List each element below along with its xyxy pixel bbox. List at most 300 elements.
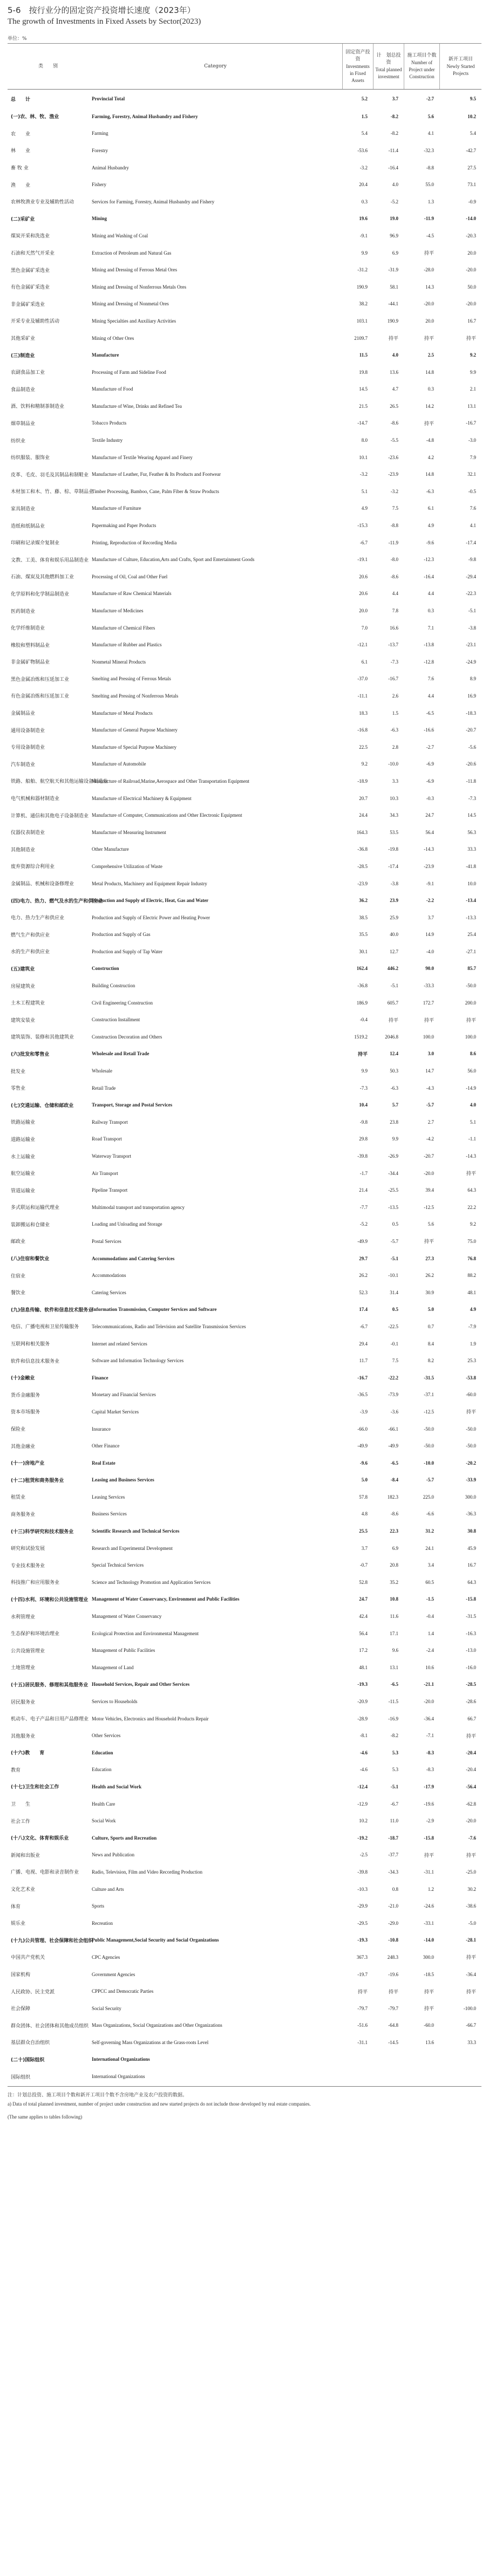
row-planned-value: 7.8: [392, 608, 398, 614]
row-planned-value: -11.9: [388, 539, 398, 545]
row-category-en: Other Services: [92, 1733, 121, 1739]
row-planned-value: -19.6: [388, 1971, 398, 1977]
row-category-en: Mining Specialties and Auxiliary Activities: [92, 318, 176, 324]
row-category-en: Research and Experimental Development: [92, 1545, 173, 1551]
row-category-zh: (十四)水利、环境和公共设施管理业: [11, 1597, 89, 1603]
row-planned-value: -14.5: [388, 2039, 398, 2045]
row-investment-value: 6.1: [361, 659, 368, 665]
table-row: [8, 381, 481, 398]
row-planned-value: -10.8: [388, 1937, 398, 1943]
row-new-projects-value: -22.3: [466, 591, 476, 597]
row-category-zh: (一)农、林、牧、渔业: [11, 114, 59, 120]
row-projects-value: 26.2: [425, 1273, 434, 1279]
row-new-projects-value: -13.4: [466, 898, 476, 904]
row-investment-value: 42.4: [359, 1614, 368, 1620]
header-new-projects: [439, 44, 481, 89]
row-category-en: Papermaking and Paper Products: [92, 523, 157, 529]
row-new-projects-value: -41.8: [466, 863, 476, 869]
row-category-en: Postal Services: [92, 1238, 121, 1244]
row-investment-value: -18.9: [357, 778, 368, 784]
row-new-projects-value: 5.4: [470, 131, 476, 136]
footnote-zh: 注：计划总投资、施工项目个数和新开工项目个数不含房地产业及农户投资的数据。: [8, 2092, 188, 2098]
row-planned-value: 6.9: [392, 250, 398, 256]
header-new-projects-en: Newly Started Projects: [446, 63, 475, 76]
row-new-projects-value: 持平: [466, 336, 476, 341]
row-projects-value: -6.3: [426, 488, 434, 494]
row-new-projects-value: -33.9: [466, 1477, 476, 1483]
row-projects-value: -8.8: [426, 165, 434, 170]
row-new-projects-value: -20.0: [466, 1818, 476, 1824]
row-projects-value: 0.3: [427, 386, 434, 392]
row-category-zh: 电力、热力生产和供应业: [11, 915, 65, 921]
row-category-en: Construction Decoration and Others: [92, 1034, 162, 1040]
row-planned-value: -6.5: [390, 1682, 398, 1687]
row-projects-value: -9.1: [426, 880, 434, 886]
table-row: [8, 1966, 481, 1983]
row-investment-value: -39.8: [357, 1869, 368, 1875]
row-new-projects-value: 1.9: [470, 1341, 476, 1347]
row-planned-value: 96.9: [390, 233, 398, 238]
row-category-en: Manufacture of Automobile: [92, 761, 146, 767]
row-projects-value: 14.2: [425, 403, 434, 409]
table-row: [8, 551, 481, 568]
table-row: [8, 466, 481, 483]
row-investment-value: 20.6: [359, 573, 368, 579]
row-projects-value: -6.5: [426, 710, 434, 716]
row-category-zh: 煤炭开采和洗选业: [11, 234, 50, 240]
row-category-en: Sports: [92, 1903, 105, 1909]
table-row: [8, 1693, 481, 1710]
row-investment-value: 103.1: [356, 318, 368, 324]
row-new-projects-value: 13.1: [467, 403, 476, 409]
row-category-zh: 新闻和出版业: [11, 1853, 40, 1858]
row-category-zh: 水上运输业: [11, 1154, 36, 1160]
table-row: [8, 1165, 481, 1182]
row-investment-value: -51.6: [357, 2022, 368, 2028]
row-projects-value: -24.6: [424, 1903, 434, 1909]
row-new-projects-value: 56.0: [467, 1068, 476, 1074]
row-investment-value: -19.2: [357, 1835, 368, 1841]
table-row: [8, 807, 481, 824]
row-category-en: Nonmetal Mineral Products: [92, 659, 146, 665]
row-category-en: Manufacture of Food: [92, 386, 133, 392]
row-category-en: Catering Services: [92, 1289, 126, 1295]
row-projects-value: -12.5: [424, 1409, 434, 1415]
row-projects-value: -8.3: [426, 1767, 434, 1773]
row-projects-value: 4.4: [427, 693, 434, 699]
row-new-projects-value: -42.7: [466, 147, 476, 153]
row-new-projects-value: 9.9: [470, 369, 476, 375]
row-planned-value: -7.3: [390, 659, 398, 665]
table-row: [8, 1949, 481, 1966]
row-new-projects-value: 16.9: [467, 693, 476, 699]
row-investment-value: -12.9: [357, 1801, 368, 1807]
row-new-projects-value: -18.3: [466, 710, 476, 716]
row-category-zh: (十三)科学研究和技术服务业: [11, 1529, 74, 1535]
unit-label: 单位：%: [8, 36, 27, 42]
row-projects-value: -7.1: [426, 1733, 434, 1739]
row-category-zh: 研究和试验发展: [11, 1546, 45, 1552]
row-planned-value: -23.6: [388, 454, 398, 460]
row-new-projects-value: -20.4: [466, 1750, 476, 1755]
table-row: [8, 943, 481, 960]
table-row: [8, 210, 481, 228]
row-investment-value: -3.2: [359, 472, 368, 477]
row-new-projects-value: 20.0: [467, 250, 476, 256]
row-category-zh: 燃气生产和供应业: [11, 932, 50, 938]
row-planned-value: 22.3: [390, 1528, 398, 1534]
header-investment-zh: 固定资产投资: [345, 49, 370, 62]
row-planned-value: 53.5: [390, 829, 398, 835]
row-investment-value: -29.9: [357, 1903, 368, 1909]
table-row: [8, 756, 481, 773]
row-planned-value: 2.6: [392, 693, 398, 699]
table-row: [8, 500, 481, 517]
row-category-zh: 农 业: [11, 131, 31, 137]
row-category-zh: 酒、饮料和精制茶制造业: [11, 404, 65, 410]
row-planned-value: -26.9: [388, 1153, 398, 1159]
row-category-zh: 纺织业: [11, 438, 26, 444]
row-new-projects-value: -11.8: [466, 778, 476, 784]
row-investment-value: 11.5: [359, 352, 368, 358]
row-category-en: Management of Public Facilities: [92, 1648, 155, 1653]
header-planned-zh: 计 划总投资: [376, 53, 401, 65]
row-investment-value: 36.2: [359, 898, 368, 904]
row-new-projects-value: -7.3: [468, 795, 476, 801]
row-category-zh: 计算机、通信和其他电子设备制造业: [11, 813, 89, 819]
row-category-zh: 木材加工和木、竹、藤、棕、草制品业: [11, 489, 94, 495]
row-category-en: Telecommunications, Radio and Television and Satellite Transmission Services: [92, 1323, 246, 1329]
row-planned-value: -11.5: [388, 1699, 398, 1705]
row-category-zh: 铁路、船舶、航空航天和其他运输设备制造业: [11, 779, 108, 785]
row-new-projects-value: 9.5: [470, 96, 476, 101]
row-new-projects-value: -53.8: [466, 1375, 476, 1381]
row-category-en: Timber Processing, Bamboo, Cane, Palm Fiber & Straw Products: [92, 488, 219, 494]
table-row: [8, 1778, 481, 1795]
row-projects-value: -14.3: [424, 846, 434, 852]
row-category-zh: 汽车制造业: [11, 762, 36, 768]
row-new-projects-value: -66.7: [466, 2022, 476, 2028]
row-new-projects-value: -29.4: [466, 573, 476, 579]
header-new-projects-zh: 新开工项目: [448, 56, 473, 62]
table-row: [8, 1847, 481, 1864]
row-investment-value: 17.4: [359, 1307, 368, 1313]
row-investment-value: 20.6: [359, 591, 368, 597]
row-category-en: Manufacture of Railroad,Marine,Aerospace and Other Transportation Equipment: [92, 778, 249, 784]
table-row: [8, 125, 481, 142]
row-new-projects-value: -60.0: [466, 1392, 476, 1398]
row-projects-value: -20.7: [424, 1153, 434, 1159]
row-category-en: Mining: [92, 216, 107, 222]
table-row: [8, 1318, 481, 1335]
table-row: [8, 364, 481, 381]
table-row: [8, 1046, 481, 1063]
row-new-projects-value: -25.0: [466, 1869, 476, 1875]
row-planned-value: 16.6: [390, 625, 398, 631]
table-row: [8, 858, 481, 875]
row-new-projects-value: -13.3: [466, 914, 476, 920]
table-row: [8, 1199, 481, 1216]
table-row: [8, 1011, 481, 1028]
row-investment-value: -31.2: [357, 267, 368, 273]
row-category-zh: 水利管理业: [11, 1614, 36, 1620]
row-projects-value: 0.3: [427, 608, 434, 614]
row-category-en: Services to Households: [92, 1699, 138, 1705]
row-planned-value: -23.9: [388, 472, 398, 477]
row-category-en: Wholesale: [92, 1068, 112, 1074]
row-category-en: Farming: [92, 131, 108, 136]
row-planned-value: -8.6: [390, 573, 398, 579]
row-new-projects-value: 64.3: [467, 1187, 476, 1193]
row-category-en: CPC Agencies: [92, 1954, 120, 1960]
row-investment-value: 38.2: [359, 301, 368, 307]
row-investment-value: 9.9: [361, 250, 368, 256]
row-investment-value: -66.0: [357, 1426, 368, 1432]
row-investment-value: -39.8: [357, 1153, 368, 1159]
row-planned-value: 5.7: [392, 1102, 398, 1108]
row-category-en: Production and Supply of Electric, Heat, Gas and Water: [92, 898, 209, 904]
row-new-projects-value: -5.0: [468, 1920, 476, 1926]
row-investment-value: -8.1: [359, 1733, 368, 1739]
row-category-en: Ecological Protection and Environmental Management: [92, 1630, 199, 1636]
row-category-zh: (十九)公共管理、社会保障和社会组织: [11, 1938, 93, 1944]
row-category-en: Business Services: [92, 1511, 127, 1517]
row-category-en: Processing of Farm and Sideline Food: [92, 369, 166, 375]
row-category-zh: 房屋建筑业: [11, 983, 36, 989]
row-new-projects-value: -20.6: [466, 761, 476, 767]
row-new-projects-value: 10.2: [467, 113, 476, 119]
row-category-en: Tobacco Products: [92, 420, 127, 426]
row-planned-value: -5.1: [390, 1255, 398, 1261]
row-projects-value: 13.6: [425, 2039, 434, 2045]
row-category-zh: 居民服务业: [11, 1699, 36, 1705]
row-category-zh: 有色金属冶炼和压延加工业: [11, 694, 70, 700]
row-investment-value: 57.8: [359, 1494, 368, 1500]
row-category-zh: 社会工作: [11, 1819, 31, 1825]
row-planned-value: -8.6: [390, 1511, 398, 1517]
row-new-projects-value: -100.0: [463, 2005, 476, 2011]
row-projects-value: 100.0: [423, 1034, 434, 1040]
table-row: [8, 1897, 481, 1915]
row-investment-value: -12.1: [357, 642, 368, 648]
header-investment-en: Investments in Fixed Assets: [346, 63, 370, 83]
row-category-en: Mining of Other Ores: [92, 335, 134, 341]
row-planned-value: 20.8: [390, 1562, 398, 1568]
table-body: [8, 90, 481, 2085]
row-investment-value: -10.3: [357, 1886, 368, 1892]
row-investment-value: 2109.7: [354, 335, 368, 341]
row-planned-value: -64.8: [388, 2022, 398, 2028]
row-planned-value: 23.8: [390, 1119, 398, 1125]
row-new-projects-value: -1.1: [468, 1136, 476, 1142]
row-new-projects-value: 30.2: [467, 1886, 476, 1892]
row-category-en: Social Work: [92, 1818, 116, 1824]
row-category-en: Health and Social Work: [92, 1784, 142, 1789]
row-new-projects-value: -7.9: [468, 1323, 476, 1329]
table-row: [8, 1676, 481, 1693]
row-category-zh: (二十)国际组织: [11, 2057, 45, 2063]
row-investment-value: 48.1: [359, 1664, 368, 1670]
row-planned-value: -22.5: [388, 1323, 398, 1329]
row-planned-value: 0.5: [392, 1221, 398, 1227]
row-planned-value: 4.0: [392, 182, 398, 188]
row-investment-value: -19.3: [357, 1937, 368, 1943]
table-row: [8, 1659, 481, 1676]
footnote-en-2: (The same applies to tables following): [8, 2114, 83, 2120]
row-new-projects-value: -50.0: [466, 983, 476, 989]
table-row: [8, 960, 481, 978]
row-new-projects-value: 56.3: [467, 829, 476, 835]
row-planned-value: -8.4: [390, 1477, 398, 1483]
row-category-en: Manufacture of Textile Wearing Apparel and Finery: [92, 454, 193, 460]
row-investment-value: -6.7: [359, 1323, 368, 1329]
row-new-projects-value: 9.2: [470, 352, 476, 358]
row-planned-value: -79.7: [388, 2005, 398, 2011]
row-planned-value: -66.1: [388, 1426, 398, 1432]
row-planned-value: 3.3: [392, 778, 398, 784]
row-category-zh: 其他制造业: [11, 847, 36, 853]
row-category-en: Manufacture of Rubber and Plastics: [92, 642, 162, 648]
row-planned-value: -44.1: [388, 301, 398, 307]
row-category-zh: 林 业: [11, 148, 31, 154]
row-projects-value: 14.7: [425, 1068, 434, 1074]
row-category-en: Road Transport: [92, 1136, 122, 1142]
row-category-en: Management of Water Conservancy, Environment and Public Facilities: [92, 1596, 240, 1602]
table-row: [8, 90, 481, 108]
table-row: [8, 1744, 481, 1761]
row-new-projects-value: 32.1: [467, 472, 476, 477]
row-new-projects-value: 持平: [466, 1409, 476, 1415]
row-planned-value: -10.1: [388, 1273, 398, 1279]
row-category-en: Retail Trade: [92, 1085, 116, 1091]
row-category-en: Manufacture of Metal Products: [92, 710, 153, 716]
row-category-en: Leasing and Business Services: [92, 1477, 154, 1483]
row-planned-value: -8.0: [390, 557, 398, 563]
row-projects-value: 持平: [424, 2006, 434, 2012]
row-projects-value: 60.5: [425, 1579, 434, 1585]
row-projects-value: 300.0: [423, 1954, 434, 1960]
table-row: [8, 1591, 481, 1608]
row-investment-value: 1519.2: [354, 1034, 368, 1040]
row-planned-value: -8.2: [390, 1733, 398, 1739]
row-projects-value: 持平: [424, 1989, 434, 1994]
row-category-en: Railway Transport: [92, 1119, 128, 1125]
table-title-chinese: 5-6 按行业分的固定资产投资增长速度（2023年）: [8, 5, 195, 15]
row-investment-value: 25.5: [359, 1528, 368, 1534]
row-investment-value: -14.7: [357, 420, 368, 426]
row-category-zh: 租赁业: [11, 1495, 26, 1501]
row-projects-value: -0.3: [426, 795, 434, 801]
row-projects-value: -50.0: [424, 1426, 434, 1432]
table-row: [8, 312, 481, 330]
row-category-en: Waterway Transport: [92, 1153, 132, 1159]
row-projects-value: 7.1: [427, 625, 434, 631]
row-planned-value: 5.3: [392, 1750, 398, 1755]
row-category-zh: 建筑装饰、装修和其他建筑业: [11, 1035, 74, 1041]
row-investment-value: 3.7: [361, 1545, 368, 1551]
row-new-projects-value: -15.8: [466, 1596, 476, 1602]
row-planned-value: 4.4: [392, 591, 398, 597]
row-planned-value: -8.8: [390, 523, 398, 529]
row-investment-value: -9.6: [359, 1460, 368, 1466]
row-planned-value: 6.9: [392, 1545, 398, 1551]
row-category-en: Science and Technology Promotion and Application Services: [92, 1579, 211, 1585]
row-new-projects-value: 4.0: [470, 1102, 476, 1108]
row-category-en: Printing, Reproduction of Recording Media: [92, 539, 177, 545]
row-category-zh: 互联网和相关服务: [11, 1342, 50, 1348]
row-new-projects-value: -50.0: [466, 1426, 476, 1432]
row-planned-value: 605.7: [387, 1000, 398, 1006]
row-investment-value: 26.2: [359, 1273, 368, 1279]
row-investment-value: -36.5: [357, 1392, 368, 1398]
row-planned-value: 446.2: [387, 966, 398, 972]
row-category-en: Transport, Storage and Postal Services: [92, 1102, 173, 1108]
row-category-zh: (十二)租赁和商务服务业: [11, 1478, 64, 1484]
row-category-zh: (十五)居民服务、修理和其他服务业: [11, 1682, 89, 1688]
row-investment-value: -23.9: [357, 880, 368, 886]
row-investment-value: 5.1: [361, 488, 368, 494]
row-planned-value: 13.1: [390, 1664, 398, 1670]
row-new-projects-value: -13.0: [466, 1648, 476, 1653]
row-projects-value: -4.2: [426, 1136, 434, 1142]
row-category-en: Other Finance: [92, 1443, 120, 1449]
table-row: [8, 721, 481, 739]
table-row: [8, 1727, 481, 1744]
row-projects-value: 4.4: [427, 591, 434, 597]
table-row: [8, 1710, 481, 1727]
row-projects-value: -32.3: [424, 147, 434, 153]
row-planned-value: 23.9: [390, 898, 398, 904]
row-category-en: Information Transmission, Computer Services and Software: [92, 1307, 217, 1313]
table-row: [8, 534, 481, 551]
row-planned-value: -49.9: [388, 1443, 398, 1449]
row-category-en: Software and Information Technology Services: [92, 1358, 184, 1364]
row-planned-value: 40.0: [390, 932, 398, 938]
table-row: [8, 1079, 481, 1097]
row-planned-value: -16.7: [388, 676, 398, 682]
row-planned-value: -6.3: [390, 727, 398, 733]
table-row: [8, 1540, 481, 1557]
row-category-en: Textile Industry: [92, 438, 123, 443]
row-projects-value: -12.5: [424, 1204, 434, 1210]
row-investment-value: 10.1: [359, 454, 368, 460]
row-projects-value: -5.7: [426, 1102, 434, 1108]
row-category-en: Production and Supply of Electric Power and Heating Power: [92, 914, 210, 920]
header-planned-en: Total planned investment: [375, 67, 402, 79]
row-projects-value: 1.3: [427, 199, 434, 204]
row-category-en: Mass Organizations, Social Organizations and Other Organizations: [92, 2022, 222, 2028]
row-planned-value: -8.2: [390, 113, 398, 119]
header-category-en: Category: [204, 63, 227, 69]
table-row: [8, 1795, 481, 1813]
row-category-en: Manufacture of Measuring Instrument: [92, 829, 166, 835]
header-investment: [342, 44, 373, 89]
table-row: [8, 108, 481, 125]
row-new-projects-value: 300.0: [465, 1494, 476, 1500]
row-planned-value: 10.3: [390, 795, 398, 801]
row-category-en: Metal Products, Machinery and Equipment Repair Industry: [92, 880, 207, 886]
row-investment-value: 1.5: [361, 113, 368, 119]
row-investment-value: -19.3: [357, 1682, 368, 1687]
row-projects-value: -6.6: [426, 1511, 434, 1517]
row-planned-value: -25.5: [388, 1187, 398, 1193]
row-investment-value: -79.7: [357, 2005, 368, 2011]
row-category-en: Building Construction: [92, 983, 135, 989]
row-category-en: Scientific Research and Technical Services: [92, 1528, 180, 1534]
row-category-en: Manufacture of Wine, Drinks and Refined Tea: [92, 403, 182, 409]
row-new-projects-value: -36.3: [466, 1511, 476, 1517]
row-projects-value: -16.6: [424, 727, 434, 733]
